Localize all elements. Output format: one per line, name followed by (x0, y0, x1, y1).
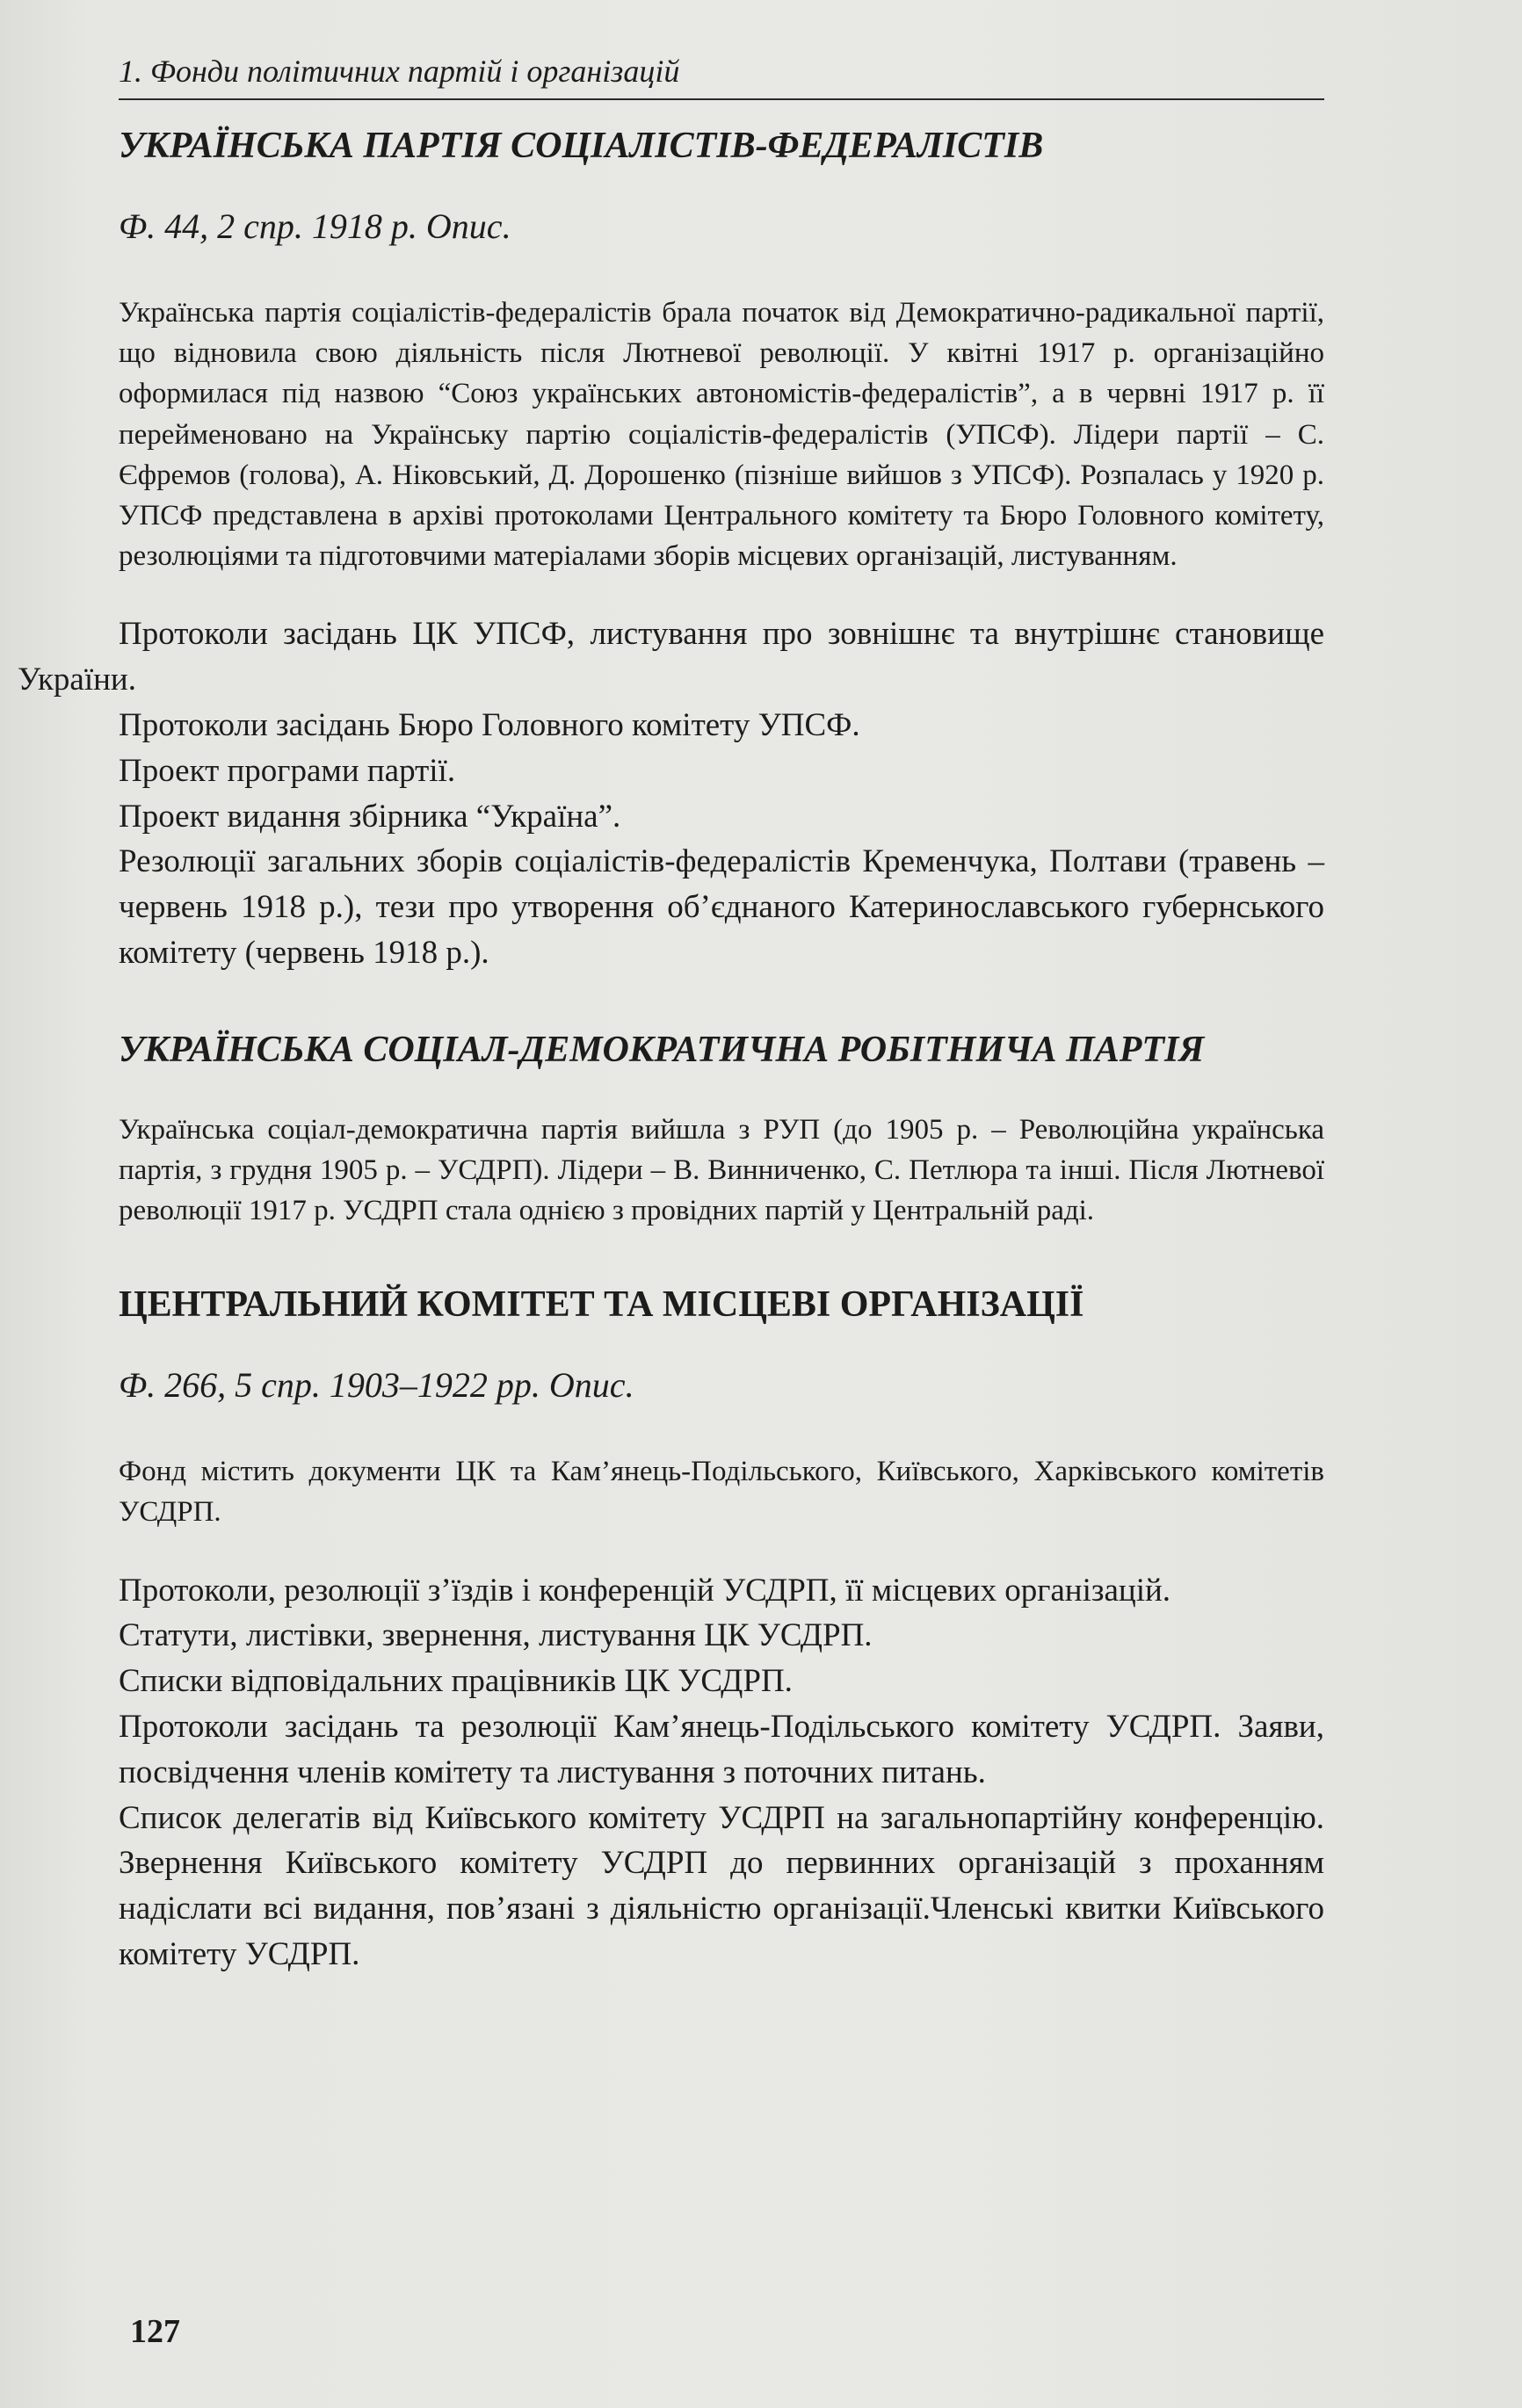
list-item: Статути, листівки, звернення, листування ЦК УСДРП. (119, 1617, 873, 1654)
list-item: Протоколи засідань ЦК УПСФ, листування про зовнішнє та внутрішнє становище України. (18, 616, 1324, 698)
section-upsf (18, 125, 1324, 976)
list-item: Протоколи, резолюції з’їздів і конференцій УСДРП, її місцевих організацій. (119, 1572, 1171, 1609)
section-summary: Українська соціал-демократична партія вийшла з РУП (до 1905 р. – Революційна українська партія, з грудня 1905 р. – УСДРП). Лідери – В. Винниченко, С. Петлюра та інші. Після Лютневої революції 1917 р. УСДРП стала однією з провідних партій у Центральній раді. (119, 1113, 1324, 1227)
page-number: 127 (130, 2313, 180, 2350)
list-item: Проект видання збірника “Україна”. (119, 798, 621, 835)
fund-reference: Ф. 266, 5 спр. 1903–1922 рр. Опис. (119, 1365, 634, 1406)
entry-list (119, 1568, 1324, 1978)
section-central-committee (119, 1284, 1324, 1978)
section-title: УКРАЇНСЬКА СОЦІАЛ-ДЕМОКРАТИЧНА РОБІТНИЧА ПАРТІЯ (119, 1029, 1205, 1070)
section-title: УКРАЇНСЬКА ПАРТІЯ СОЦІАЛІСТІВ-ФЕДЕРАЛІСТІВ (119, 126, 1044, 166)
section-usdrp (119, 1029, 1324, 1232)
list-item: Список делегатів від Київського комітету УСДРП на загальнопартійну конференцію. Звернення Київського комітету УСДРП до первинних організацій з проханням надіслати всі видання, пов’язані з діяльністю організації.Членські квитки Київського комітету УСДРП. (119, 1799, 1324, 1972)
list-item: Резолюції загальних зборів соціалістів-федералістів Кременчука, Полтави (травень – червень 1918 р.), тези про утворення об’єднаного Катеринославського губернського комітету (червень 1918 р.). (119, 843, 1324, 971)
section-summary: Фонд містить документи ЦК та Кам’янець-Подільського, Київського, Харківського комітетів УСДРП. (119, 1456, 1324, 1529)
list-item: Протоколи засідань та резолюції Кам’янець-Подільського комітету УСДРП. Заяви, посвідчення членів комітету та листування з поточних питань. (119, 1709, 1324, 1790)
entry-list (18, 611, 1324, 975)
list-item: Списки відповідальних працівників ЦК УСДРП. (119, 1663, 793, 1700)
page-content (18, 53, 1324, 2030)
section-summary: Українська партія соціалістів-федералістів брала початок від Демократично-радикальної партії, що відновила свою діяльність після Лютневої революції. У квітні 1917 р. організаційно оформилася під назвою “Союз українських автономістів-федералістів”, а в червні 1917 р. її перейменовано на Українську партію соціалістів-федералістів (УПСФ). Лідери партії – С. Єфремов (голова), А. Ніковський, Д. Дорошенко (пізніше вийшов з УПСФ). Розпалась у 1920 р. УПСФ представлена в архіві протоколами Центрального комітету та Бюро Головного комітету, резолюціями та підготовчими матеріалами зборів місцевих організацій, листуванням. (119, 297, 1324, 573)
list-item: Протоколи засідань Бюро Головного комітету УПСФ. (119, 706, 860, 743)
fund-reference: Ф. 44, 2 спр. 1918 р. Опис. (119, 206, 511, 246)
running-head: 1. Фонди політичних партій і організацій (119, 53, 1324, 100)
section-title: ЦЕНТРАЛЬНИЙ КОМІТЕТ ТА МІСЦЕВІ ОРГАНІЗАЦІЇ (119, 1284, 1084, 1326)
list-item: Проект програми партії. (119, 752, 456, 789)
